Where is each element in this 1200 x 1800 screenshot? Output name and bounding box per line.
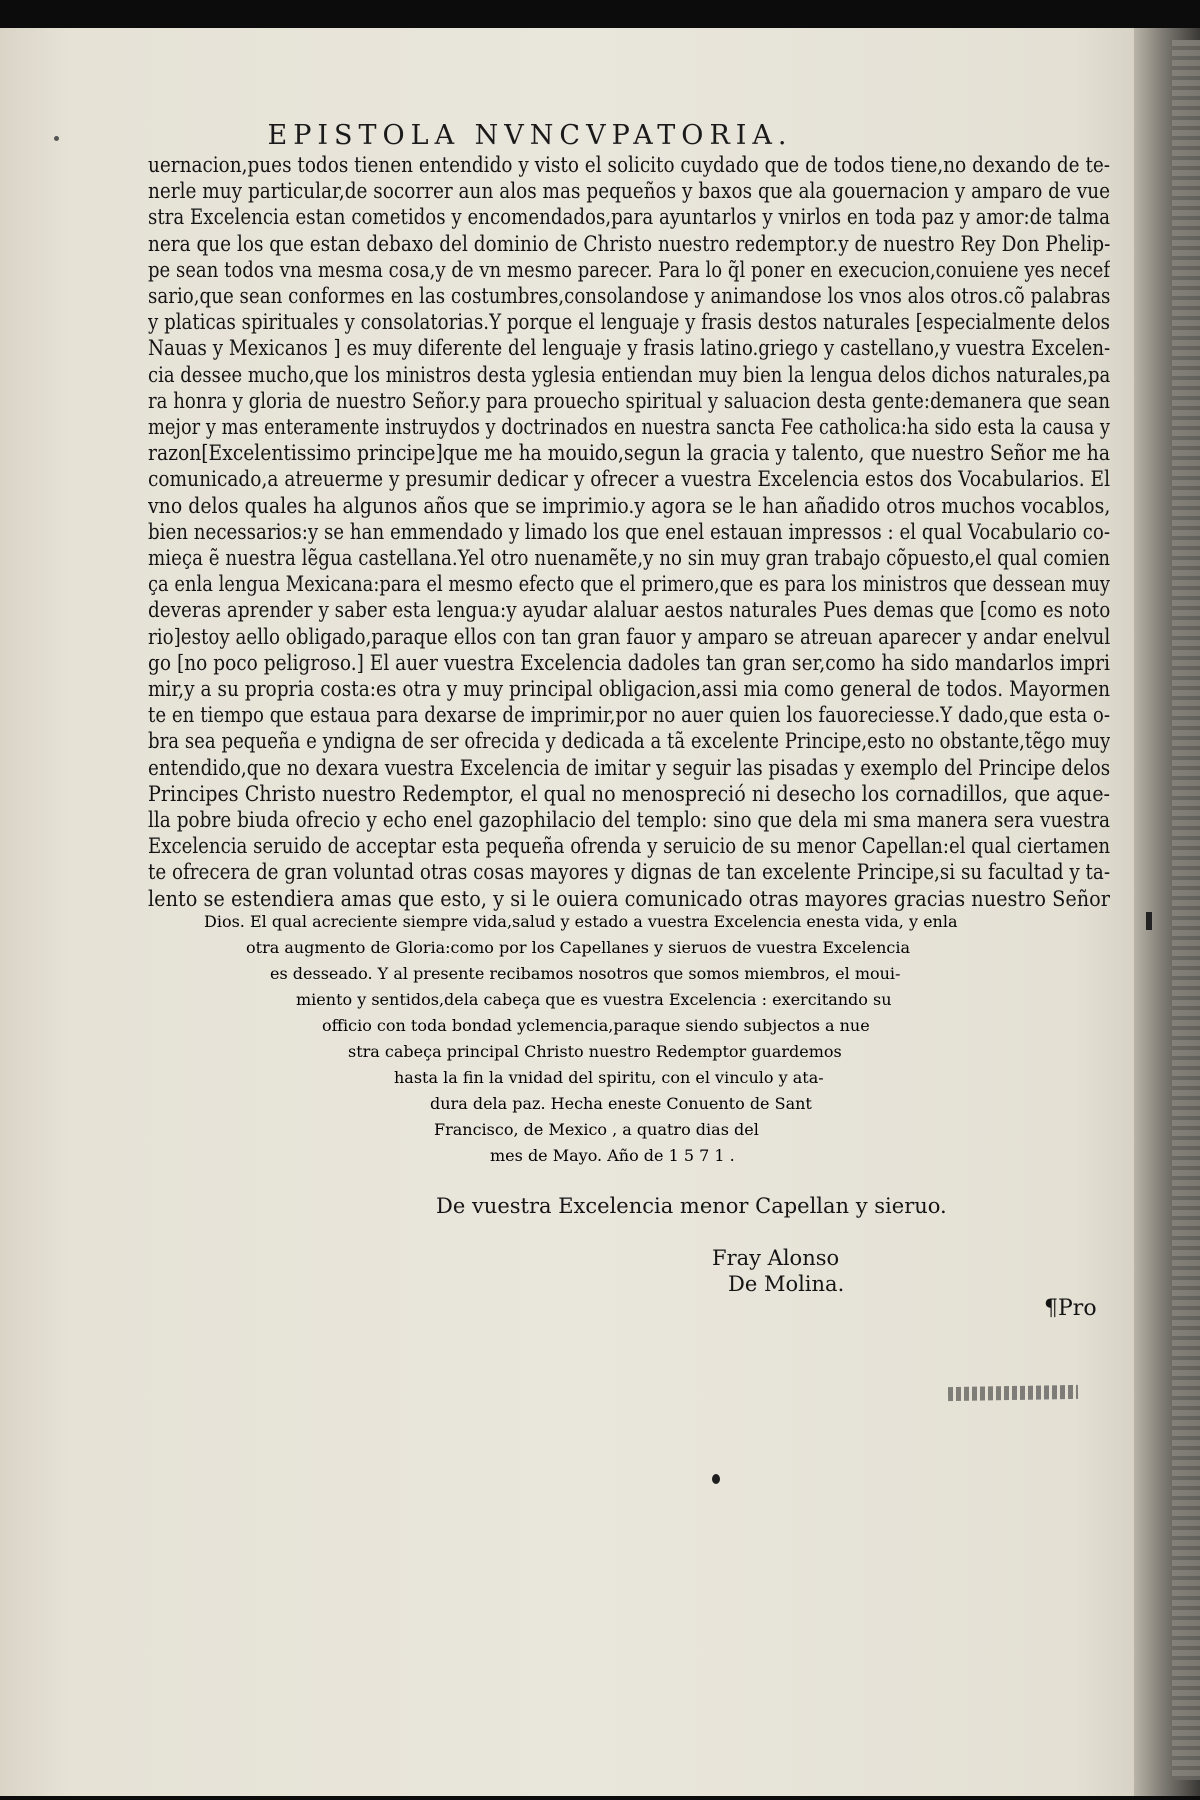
text-line: es desseado. Y al presente recibamos nosotros que somos miembros, el moui-: [270, 964, 901, 983]
signature-surname: De Molina.: [728, 1272, 845, 1296]
text-line: uernacion,pues todos tienen entendido y visto el solicito cuydado que de todos tiene,no dexando de te-: [148, 153, 1110, 177]
ink-speck: [54, 136, 59, 141]
text-line: otra augmento de Gloria:como por los Capellanes y sieruos de vuestra Excelencia: [246, 938, 910, 957]
text-line: nera que los que estan debaxo del dominio de Christo nuestro redemptor.y de nuestro Rey Don Phelip-: [148, 231, 1110, 256]
text-line: pe sean todos vna mesma cosa,y de vn mesmo parecer. Para lo q̃l poner en execucion,conuiene yes necef: [148, 257, 1110, 282]
main-text-block: [148, 152, 1110, 912]
margin-mark: [1146, 912, 1152, 930]
text-line: razon[Excelentissimo principe]que me ha mouido,segun la gracia y talento, que nuestro Señor me ha: [148, 441, 1110, 466]
page-header: EPISTOLA NVNCVPATORIA.: [267, 120, 793, 151]
text-line: Nauas y Mexicanos ] es muy diferente del lenguaje y frasis latino.griego y castellano,y vuestra Excelen-: [148, 336, 1110, 361]
text-line: ça enla lengua Mexicana:para el mesmo efecto que el primero,que es para los ministros que dessean muy: [148, 572, 1110, 597]
text-line: mir,y a su propria costa:es otra y muy principal obligacion,assi mia como general de todos. Mayormen: [148, 677, 1110, 702]
text-line: mejor y mas enteramente instruydos y doctrinados en nuestra sancta Fee catholica:ha sido esta la causa y: [148, 415, 1110, 440]
text-line: Dios. El qual acreciente siempre vida,salud y estado a vuestra Excelencia enesta vida, y enla: [204, 912, 958, 931]
text-line: Excelencia seruido de acceptar esta pequeña ofrenda y seruicio de su menor Capellan:el qual ciertamen: [148, 834, 1110, 859]
text-line: mes de Mayo. Año de 1 5 7 1 .: [490, 1146, 735, 1165]
text-line: go [no poco peligroso.] El auer vuestra Excelencia dadoles tan gran ser,como ha sido mandarlos impri: [148, 650, 1110, 675]
closing-line: De vuestra Excelencia menor Capellan y sieruo.: [436, 1194, 947, 1218]
text-line: Principes Christo nuestro Redemptor, el qual no menospreció ni desecho los cornadillos, que aque-: [148, 781, 1110, 806]
text-line: bien necessarios:y se han emmendado y limado los que enel estauan impressos : el qual Vocabulario co-: [148, 519, 1110, 544]
text-line: officio con toda bondad yclemencia,paraque siendo subjectos a nue: [322, 1016, 870, 1035]
text-line: entendido,que no dexara vuestra Excelencia de imitar y seguir las pisadas y exemplo del Principe delos: [148, 755, 1110, 780]
text-line: hasta la fin la vnidad del spiritu, con el vinculo y ata-: [394, 1068, 824, 1087]
text-line: dura dela paz. Hecha eneste Conuento de Sant: [430, 1094, 812, 1113]
text-line: miento y sentidos,dela cabeça que es vuestra Excelencia : exercitando su: [296, 990, 892, 1009]
text-line: comunicado,a atreuerme y presumir dedicar y ofrecer a vuestra Excelencia estos dos Vocabularios. El: [148, 467, 1110, 492]
text-line: mieça ẽ nuestra lẽgua castellana.Yel otro nuenamẽte,y no sin muy gran trabajo cõpuesto,el qual comien: [148, 546, 1110, 571]
text-line: cia dessee mucho,que los ministros desta yglesia entiendan muy bien la lengua delos dichos naturales,pa: [148, 362, 1110, 387]
text-line: stra Excelencia estan cometidos y encomendados,para ayuntarlos y vnirlos en toda paz y amor:de talma: [148, 205, 1110, 230]
text-line: deveras aprender y saber esta lengua:y ayudar alaluar aestos naturales Pues demas que [como es noto: [148, 598, 1110, 623]
text-line: te en tiempo que estaua para dexarse de imprimir,por no auer quien los fauoreciesse.Y dado,que esta o-: [148, 703, 1110, 728]
catchword: ¶Pro: [1044, 1296, 1097, 1321]
text-line: rio]estoy aello obligado,paraque ellos con tan gran fauor y amparo se atreuan aparecer y andar enelvul: [148, 624, 1110, 649]
text-line: sario,que sean conformes en las costumbres,consolandose y animandose los vnos alos otros.cõ palabras: [148, 284, 1110, 309]
text-line: lla pobre biuda ofrecio y echo enel gazophilacio del templo: sino que dela mi sma manera sera vuestra: [148, 808, 1110, 833]
adjacent-page-edge: [1172, 40, 1200, 1780]
text-line: ra honra y gloria de nuestro Señor.y para prouecho spiritual y saluacion desta gente:demanera que sean: [148, 388, 1110, 413]
text-line: stra cabeça principal Christo nuestro Redemptor guardemos: [348, 1042, 842, 1061]
text-line: bra sea pequeña e yndigna de ser ofrecida y dedicada a tã excelente Principe,esto no obstante,tẽgo muy: [148, 729, 1110, 754]
signature-name: Fray Alonso: [712, 1246, 840, 1270]
text-line: vno delos quales ha algunos años que se imprimio.y agora se le han añadido otros muchos vocablos,: [148, 493, 1110, 518]
text-line: nerle muy particular,de socorrer aun alos mas pequeños y baxos que ala gouernacion y amparo de vue: [148, 179, 1110, 204]
text-line: y platicas spirituales y consolatorias.Y porque el lenguaje y frasis destos naturales [especialmente delos: [148, 310, 1110, 335]
ink-blot: [712, 1474, 720, 1484]
text-line: te ofrecera de gran voluntad otras cosas mayores y dignas de tan excelente Principe,si su facultad y ta-: [148, 860, 1110, 885]
text-line: Francisco, de Mexico , a quatro dias del: [434, 1120, 759, 1139]
text-line: lento se estendiera amas que esto, y si le ouiera comunicado otras mayores gracias nuestro Señor: [148, 886, 1110, 911]
handwritten-scribble: [948, 1385, 1078, 1401]
